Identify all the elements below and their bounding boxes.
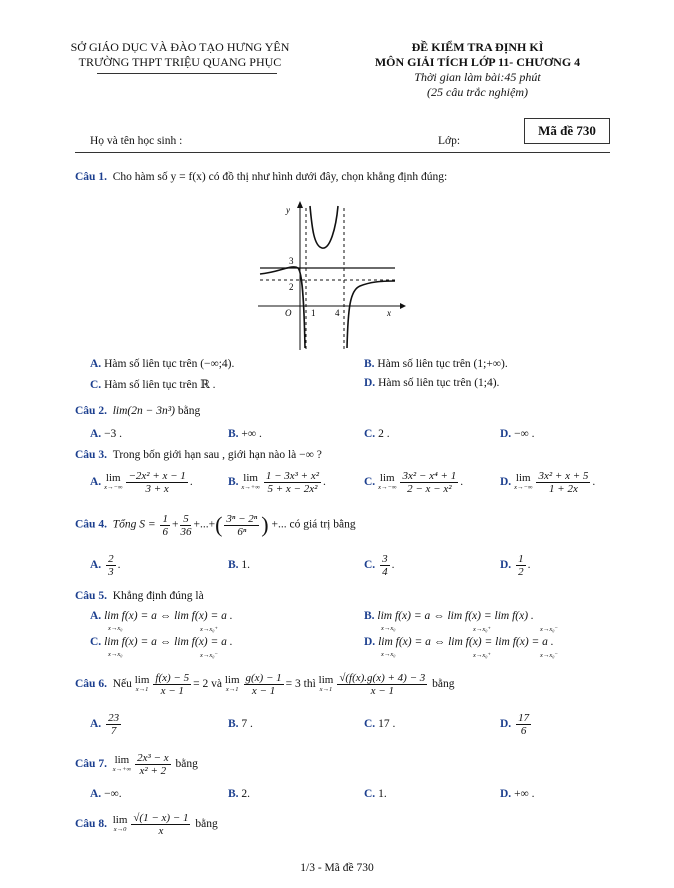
q4-option-d[interactable]: D. $\frac{1}{2}$ .: [500, 553, 531, 578]
question-1-text: Cho hàm số y = f(x) có đồ thị như hình dưới đây, chọn khẳng định đúng:: [112, 171, 448, 183]
q4-f1-num: 1: [162, 512, 168, 525]
graph-branch-middle: [310, 206, 338, 248]
question-1: [75, 171, 447, 183]
q3-d-den: 1 + 2x: [549, 483, 578, 495]
exam-title: ĐỀ KIỂM TRA ĐỊNH KÌ: [411, 40, 544, 54]
question-2-tail: bằng: [177, 405, 201, 417]
q5-d-sub3: x→x₀⁻: [540, 652, 558, 659]
q6-d-num: 17: [518, 712, 530, 724]
function-graph: [250, 198, 410, 354]
q7-option-b-text: 2.: [241, 788, 251, 800]
q5-option-a-text: lim f(x) = a ⇔ lim f(x) = a .: [104, 610, 233, 622]
q5-d-sub: x→x₀: [381, 651, 396, 658]
q7-tail: bằng: [175, 758, 198, 771]
question-5: [75, 590, 204, 602]
q6-option-b[interactable]: B. 7 .: [228, 718, 253, 730]
question-2-expr: lim(2n − 3n³): [112, 405, 176, 417]
question-3-label: Câu 3.: [75, 449, 107, 461]
q4-a-num: 2: [108, 553, 114, 565]
y-axis-arrow: [297, 201, 303, 208]
q7-option-d[interactable]: D. +∞ .: [500, 788, 535, 800]
graph-tick-2: 2: [289, 282, 294, 292]
q5-b-sub2: x→x₀⁺: [473, 626, 491, 633]
q6-f-num: f(x) − 5: [155, 672, 190, 684]
q3-d-num: 3x² + x + 5: [538, 470, 589, 482]
q6-h-den: x − 1: [370, 685, 394, 697]
q6-h-num: √(f(x).g(x) + 4) − 3: [339, 672, 426, 684]
question-5-label: Câu 5.: [75, 590, 107, 602]
q8-sub: x→0: [113, 825, 127, 833]
question-2-label: Câu 2.: [75, 405, 107, 417]
q6-sub3: x→1: [319, 685, 333, 693]
graph-tick-4: 4: [335, 308, 340, 318]
q3-c-sub: x→−∞: [378, 483, 397, 491]
question-2: [75, 405, 200, 417]
q4-d-den: 2: [518, 566, 524, 578]
q4-lead: Tổng S =: [112, 518, 156, 531]
question-1-label: Câu 1.: [75, 171, 107, 183]
q5-a-sub2: x→x₀⁺: [200, 626, 218, 633]
q3-b-sub: x→+∞: [241, 483, 260, 491]
q1-option-c-text: Hàm số liên tục trên ℝ .: [104, 379, 216, 391]
question-8: Câu 8. lim x→0 $\frac{√(1 - x) - 1}{x}$ bằng: [75, 812, 218, 837]
q3-a-den: 3 + x: [145, 483, 169, 495]
q4-f1-den: 6: [162, 525, 168, 538]
q2-option-d-text: −∞ .: [514, 428, 535, 440]
q4-f3-num: 3ⁿ − 2ⁿ: [226, 512, 258, 525]
q1-option-b-text: Hàm số liên tục trên (1;+∞).: [377, 358, 508, 370]
q5-c-sub: x→x₀: [108, 651, 123, 658]
question-8-label: Câu 8.: [75, 818, 107, 831]
q3-b-num: 1 − 3x³ + x²: [265, 470, 320, 482]
graph-origin: O: [285, 308, 292, 318]
q4-option-a[interactable]: A. $\frac{2}{3}$ .: [90, 553, 121, 578]
q6-sub1: x→1: [135, 685, 149, 693]
q3-d-sub: x→−∞: [514, 483, 533, 491]
question-3: [75, 449, 322, 461]
q1-option-d[interactable]: D. Hàm số liên tục trên (1;4).: [364, 377, 500, 389]
school-name: TRƯỜNG THPT TRIỆU QUANG PHỤC: [78, 55, 282, 69]
q2-option-c[interactable]: C. 2 .: [364, 428, 390, 440]
q4-f2-den: 36: [180, 525, 192, 538]
page-footer: 1/3 - Mã đề 730: [300, 862, 374, 874]
header-underline: [97, 73, 277, 74]
department-name: SỞ GIÁO DỤC VÀ ĐÀO TẠO HƯNG YÊN: [70, 40, 290, 54]
q6-d-den: 6: [520, 725, 527, 737]
exam-subject: MÔN GIẢI TÍCH LỚP 11- CHƯƠNG 4: [374, 55, 581, 69]
q4-tail: +... có giá trị bằng: [271, 518, 356, 531]
q6-g-den: x − 1: [251, 685, 276, 697]
question-7-label: Câu 7.: [75, 758, 107, 771]
q6-eq3: = 3 thì: [285, 678, 316, 691]
graph-x-label: x: [387, 308, 391, 318]
x-axis-arrow: [400, 303, 406, 309]
q7-option-c-text: 1.: [378, 788, 387, 800]
q6-f-den: x − 1: [160, 685, 184, 697]
q6-a-num: 23: [108, 712, 120, 724]
q4-option-b-text: 1.: [241, 559, 251, 571]
q4-c-den: 4: [382, 566, 388, 578]
q1-option-a-text: Hàm số liên tục trên (−∞;4).: [104, 358, 235, 370]
q2-option-c-text: 2 .: [378, 428, 390, 440]
school-header: [30, 40, 330, 70]
q5-option-a[interactable]: A. lim f(x) = a ⇔ lim f(x) = a .: [90, 610, 233, 622]
q6-option-a[interactable]: A. $\frac{23}{7}$: [90, 712, 120, 737]
q7-option-d-text: +∞ .: [514, 788, 535, 800]
question-6-label: Câu 6.: [75, 678, 107, 691]
q2-option-d[interactable]: D. −∞ .: [500, 428, 535, 440]
q4-option-b[interactable]: B. 1.: [228, 559, 251, 571]
q4-a-den: 3: [108, 566, 114, 578]
exam-time: Thời gian làm bài:45 phút: [414, 70, 541, 84]
q7-num: 2x³ − x: [137, 752, 169, 764]
q3-option-d[interactable]: D. lim x→−∞ $\frac{\text{3x² + x + 5}}{1 + 2x}$ .: [500, 470, 596, 495]
q3-a-num: −2x² + x − 1: [128, 470, 186, 482]
q5-c-sub2: x→x₀⁻: [200, 652, 218, 659]
q5-a-sub: x→x₀: [108, 625, 123, 632]
q6-option-c[interactable]: C. 17 .: [364, 718, 396, 730]
q5-d-sub2: x→x₀⁺: [473, 652, 491, 659]
q4-c-num: 3: [382, 553, 388, 565]
q5-b-sub3: x→x₀⁻: [540, 626, 558, 633]
q7-option-b[interactable]: B. 2.: [228, 788, 251, 800]
q2-option-b[interactable]: B. +∞ .: [228, 428, 262, 440]
q6-option-d[interactable]: D. $\frac{17}{6}$: [500, 712, 530, 737]
q6-lead: Nếu: [112, 678, 132, 691]
question-3-text: Trong bốn giới hạn sau , giới hạn nào là −∞ ?: [112, 449, 322, 461]
student-info-line: [75, 152, 610, 153]
q8-tail: bằng: [195, 818, 218, 831]
q6-sub2: x→1: [225, 685, 239, 693]
graph-y-label: y: [286, 205, 290, 215]
q3-option-b[interactable]: B. lim x→+∞ $\frac{\text{1 − 3x³ + x²}}{\text{5 + x − 2x²}}$ .: [228, 470, 326, 495]
q6-g-num: g(x) − 1: [245, 672, 282, 684]
q3-a-sub: x→−∞: [104, 483, 123, 491]
class-label: Lớp:: [438, 135, 461, 147]
q6-option-b-text: 7 .: [241, 718, 253, 730]
question-5-text: Khẳng định đúng là: [112, 590, 204, 602]
exam-header: [345, 40, 610, 100]
graph-branch-left: [260, 267, 305, 348]
q5-option-b-text: lim f(x) = a ⇔ lim f(x) = lim f(x) .: [377, 610, 534, 622]
exam-code-box: Mã đề 730: [524, 118, 610, 144]
q3-option-c[interactable]: C. lim x→−∞ $\frac{\text{3x² − x⁴ + 1}}{\text{2 − x − x²}}$ .: [364, 470, 464, 495]
graph-tick-1: 1: [311, 308, 316, 318]
q6-tail: bằng: [432, 678, 455, 691]
q4-f3-den: 6ⁿ: [237, 525, 247, 538]
question-6: Câu 6. Nếu lim x→1 $\frac{f(x) - 5}{x - 1}$ = 2 và lim x→1 $\frac{g(x) - 1}{x - 1}$ = 3 thì lim x→1 $\frac{√(f(x).g(x) + 4) - 3}{x - 1}$ bằng: [75, 672, 455, 697]
question-7: Câu 7. lim x→+∞ $\frac{\text{2x³ − x}}{\text{x² + 2}}$ bằng: [75, 752, 198, 777]
exam-count: (25 câu trắc nghiệm): [427, 85, 528, 99]
q1-option-c[interactable]: C. Hàm số liên tục trên ℝ .: [90, 379, 216, 391]
graph-tick-3: 3: [289, 256, 294, 266]
q8-num: √(1 − x) − 1: [133, 812, 189, 824]
student-name-label: Họ và tên học sinh :: [90, 135, 183, 147]
q1-option-b[interactable]: B. Hàm số liên tục trên (1;+∞).: [364, 358, 508, 370]
q3-option-a[interactable]: A. lim x→−∞ $\frac{\text{−2x² + x − 1}}{3 + x}$ .: [90, 470, 193, 495]
q2-option-a[interactable]: A. −3 .: [90, 428, 123, 440]
question-4: Câu 4. Tổng S = $\frac{1}{6}$ + $\frac{5}{36}$ +...+( $\frac{\text{3ⁿ − 2ⁿ}}{\text{6ⁿ}}$ ) +... có giá trị bằng: [75, 512, 356, 538]
q5-option-d[interactable]: D. lim f(x) = a ⇔ lim f(x) = lim f(x) = a .: [364, 636, 554, 648]
q7-sub: x→+∞: [112, 765, 132, 773]
q5-option-c[interactable]: C. lim f(x) = a ⇔ lim f(x) = a .: [90, 636, 233, 648]
q4-option-c[interactable]: C. $\frac{3}{4}$ .: [364, 553, 395, 578]
q3-c-num: 3x² − x⁴ + 1: [402, 470, 457, 482]
question-4-label: Câu 4.: [75, 518, 107, 531]
q4-f2-num: 5: [180, 513, 191, 526]
q1-option-d-text: Hàm số liên tục trên (1;4).: [378, 377, 500, 389]
q1-option-a[interactable]: A. Hàm số liên tục trên (−∞;4).: [90, 358, 235, 370]
q6-eq2: = 2 và: [193, 678, 222, 691]
q5-option-c-text: lim f(x) = a ⇔ lim f(x) = a .: [104, 636, 233, 648]
q7-den: x² + 2: [139, 765, 167, 777]
q7-option-a[interactable]: A. −∞.: [90, 788, 122, 800]
q7-option-c[interactable]: C. 1.: [364, 788, 387, 800]
q2-option-a-text: −3 .: [104, 428, 123, 440]
q7-option-a-text: −∞.: [104, 788, 122, 800]
q3-c-den: 2 − x − x²: [407, 483, 452, 495]
q5-option-d-text: lim f(x) = a ⇔ lim f(x) = lim f(x) = a .: [378, 636, 554, 648]
q5-b-sub: x→x₀: [381, 625, 396, 632]
q6-a-den: 7: [110, 725, 117, 737]
q3-b-den: 5 + x − 2x²: [267, 483, 318, 495]
q5-option-b[interactable]: B. lim f(x) = a ⇔ lim f(x) = lim f(x) .: [364, 610, 534, 622]
q8-den: x: [158, 825, 164, 837]
q4-d-num: 1: [518, 553, 524, 565]
q2-option-b-text: +∞ .: [241, 428, 262, 440]
q6-option-c-text: 17 .: [378, 718, 396, 730]
